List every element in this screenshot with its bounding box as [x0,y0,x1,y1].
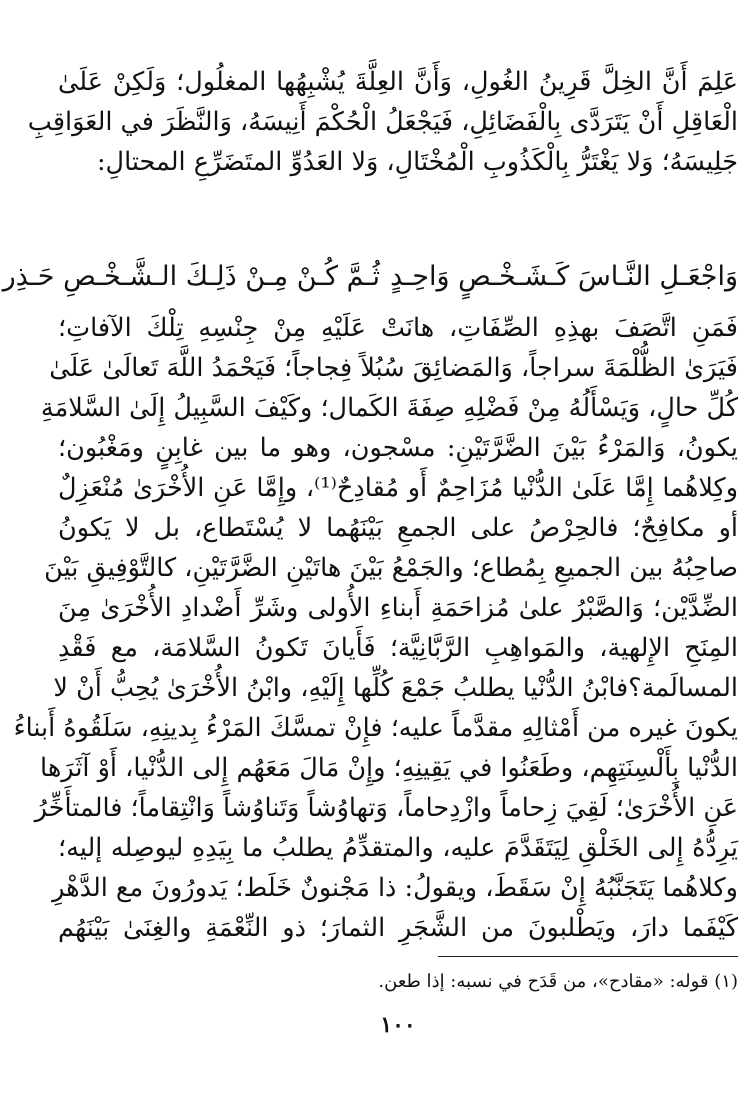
text-line: وكِلاهُما إِمَّا عَلَىٰ الدُّنْيا مُزَاحِمٌ أَو مُقادِحٌ⁽¹⁾، وإِمَّا عَنِ الأُخْرَىٰ مُنْعَزِلٌ [58,473,739,503]
main-paragraph [13,308,739,948]
text-line: عَنِ الأُخْرَىٰ؛ لَقِيَ زِحاماً وازْدِحاماً، وَتهاوُشاً وَتَناوُشاً وَانْتِقاماً؛ فالمتأَخِّرُ [34,793,738,823]
text-line: الدُّنْيا بِأَلْسِنَتِهِم، وطَعَنُوا في يَقِينِهِ؛ وإِنْ مَالَ مَعَهُم إِلى الدُّنْيا، أَوْ آثَرَها [40,753,738,783]
text-line: صاحِبُهُ بين الجميعِ بِمُطاع؛ والجَمْعُ بَيْنَ هاتَيْنِ الضَّرَّتَيْنِ، كالتَّوْفِيقِ بَيْنَ [44,553,738,583]
text-line: يكونَ غيره من أَمْثالِهِ مقدَّماً عليه؛ فإِنْ تمسَّكَ المَرْءُ بِدينِهِ، سَلَقُوهُ أَبناءُ [13,713,738,743]
text-line: الضِّدَّيْن؛ وَالصَّبْرُ علىٰ مُزاحَمَةِ أَبناءِ الأُولى وشَرِّ أَضْدادِ الأُخْرَىٰ مِنَ [58,593,738,623]
text-line: المسالَمة؟فابْنُ الدُّنْيا يطلبُ جَمْعَ كُلِّها إِلَيْهِ، وابْنُ الأُخْرَىٰ يُحِبُّ أَنْ لا [53,673,738,703]
page-number: ١٠٠ [380,1012,416,1038]
footnote-separator [438,956,738,957]
text-line: كَيْفَما دارَ، ويَطْلبونَ من الشَّجَرِ الثمارَ؛ ذو النِّعْمَةِ والغِنَىٰ بَيْنَهُم [58,913,738,943]
footnote: (١) قوله: «مقادح»، من قَدَح في نسبه: إذا طعن. [378,971,738,992]
text-line: المِنَحِ الإِلهية، والمَواهِبِ الرَّبَّانِيَّة؛ فَأَيانَ تَكونُ السَّلامَة، مع فَقْدِ [58,633,738,663]
text-line: يَرِدُّهُ إِلى الخَلْقِ لِيَتَقَدَّمَ عليه، والمتقدِّمُ يطلبُ ما بِيَدِهِ ليوصِله إليه؛ [58,833,738,863]
book-page [2,62,739,1052]
verse-first-hemistich: وَاجْعَـلِ النَّـاسَ كَـشَـخْـصٍ وَاحِـدٍ [390,261,738,292]
text-line: جَلِيسَهُ؛ وَلا يَغْتَرُّ بِالْكَذُوبِ الْمُخْتَالِ، وَلا العَدُوِّ المتَضَرِّعِ المحتالِ: [96,147,738,177]
text-line: فَيَرَىٰ الظُّلْمَةَ سراجاً، وَالمَضائِقَ سُبُلاً فِجاجاً؛ فَيَحْمَدُ اللَّهَ تَعالَىٰ عَلَىٰ [49,353,738,383]
text-line: فَمَنِ اتَّصَفَ بهذِهِ الصِّفَاتِ، هانَتْ عَلَيْهِ مِنْ جِنْسِهِ تِلْكَ الآفاتِ؛ [58,313,738,343]
text-line: وكلاهُما يَتَجَنَّبُهُ إِنْ سَقَطَ، ويقولُ: ذا مَجْنونٌ خَلَط؛ يَدورُونَ مع الدَّهْرِ [52,873,738,903]
verse-second-hemistich: ثُـمَّ كُـنْ مِـنْ ذَلِـكَ الـشَّـخْـصِ حَـذِر [2,261,380,292]
text-line: كُلِّ حالٍ، وَيَسْأَلُهُ مِنْ فَضْلِهِ صِفَةَ الكَمال؛ وكَيْفَ السَّبِيلُ إِلَىٰ السَّلامَةِ [40,393,738,423]
text-line: عَلِمَ أَنَّ الخِلَّ قَرِينُ الغُولِ، وَأَنَّ العِلَّةَ يُشْبِهُها المغلُول؛ وَلَكِنْ عَلَىٰ [58,67,738,97]
text-line: يكونُ، وَالمَرْءُ بَيْنَ الضَّرَّتَيْنِ: مسْجون، وهو ما بين غابِنٍ ومَغْبُون؛ [58,433,738,463]
text-line: أو مكافِحٌ؛ فالحِرْصُ على الجمعِ بَيْنَهُما لا يُسْتَطاع، بل لا يَكونُ [58,513,738,543]
opening-paragraph [27,62,738,182]
poetry-verse [2,253,738,301]
text-line: الْعَاقِلِ أَنْ يَتَرَدَّى بِالْفَضَائِلِ، فَيَجْعَلُ الْحُكْمَ أَنِيسَهُ، وَالنَّظَرَ في العَوَاقِبِ [27,107,738,137]
